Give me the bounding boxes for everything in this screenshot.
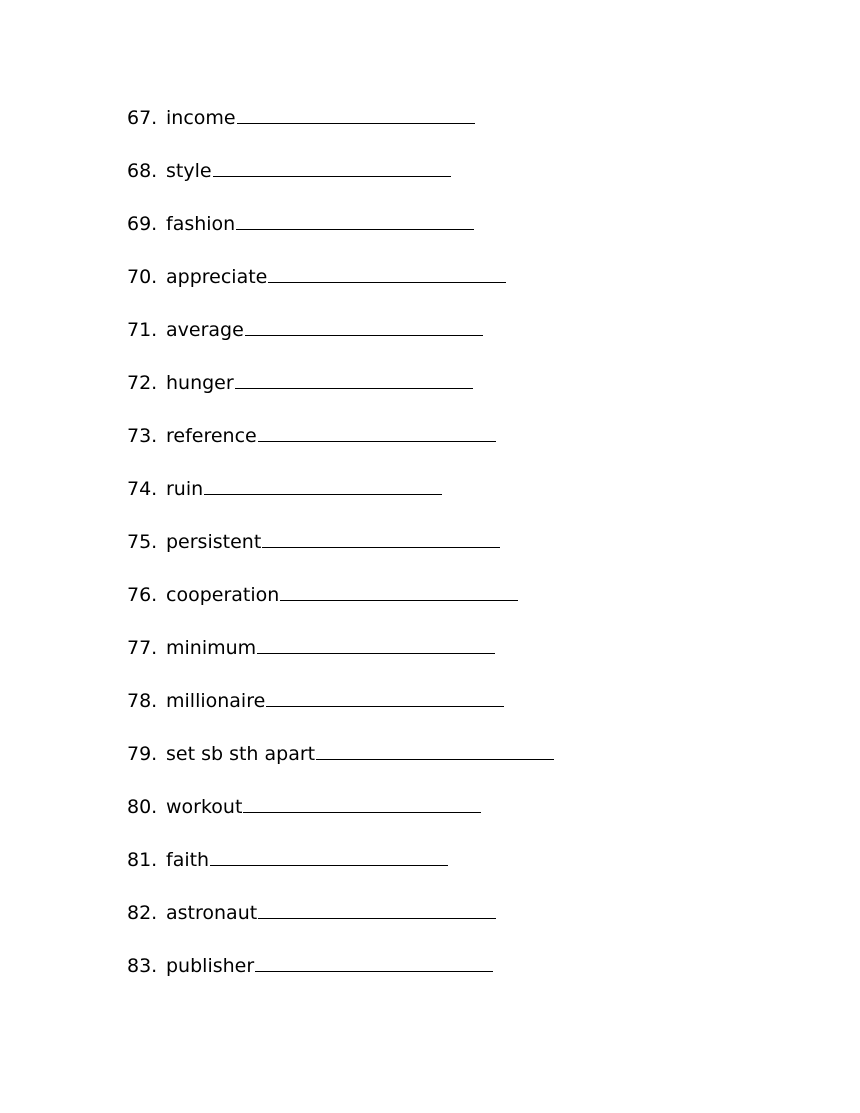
- answer-blank[interactable]: [258, 423, 496, 442]
- item-word: persistent: [166, 531, 262, 553]
- answer-blank[interactable]: [268, 264, 506, 283]
- list-item: [127, 581, 554, 634]
- item-number: 71.: [127, 319, 158, 341]
- answer-blank[interactable]: [236, 211, 474, 230]
- list-item: [127, 369, 554, 422]
- list-item: [127, 846, 554, 899]
- item-word: faith: [166, 849, 210, 871]
- list-item: [127, 687, 554, 740]
- list-item: [127, 740, 554, 793]
- item-word: income: [166, 107, 236, 129]
- item-word: appreciate: [166, 266, 268, 288]
- list-item: [127, 475, 554, 528]
- item-word: millionaire: [166, 690, 266, 712]
- answer-blank[interactable]: [213, 158, 451, 177]
- answer-blank[interactable]: [280, 582, 518, 601]
- item-number: 82.: [127, 902, 158, 924]
- item-word: workout: [166, 796, 243, 818]
- item-number: 69.: [127, 213, 158, 235]
- item-word: set sb sth apart: [166, 743, 316, 765]
- item-word: hunger: [166, 372, 234, 394]
- answer-blank[interactable]: [258, 900, 496, 919]
- item-word: average: [166, 319, 244, 341]
- item-word: cooperation: [166, 584, 280, 606]
- list-item: [127, 422, 554, 475]
- item-word: minimum: [166, 637, 257, 659]
- item-word: publisher: [166, 955, 255, 977]
- item-number: 76.: [127, 584, 158, 606]
- item-number: 78.: [127, 690, 158, 712]
- answer-blank[interactable]: [243, 794, 481, 813]
- item-number: 75.: [127, 531, 158, 553]
- item-number: 73.: [127, 425, 158, 447]
- list-item: [127, 952, 554, 1005]
- item-word: reference: [166, 425, 257, 447]
- answer-blank[interactable]: [255, 953, 493, 972]
- item-number: 81.: [127, 849, 158, 871]
- list-item: [127, 316, 554, 369]
- item-word: astronaut: [166, 902, 258, 924]
- answer-blank[interactable]: [210, 847, 448, 866]
- item-number: 80.: [127, 796, 158, 818]
- list-item: [127, 104, 554, 157]
- item-number: 72.: [127, 372, 158, 394]
- vocabulary-list: [127, 104, 554, 1005]
- list-item: [127, 210, 554, 263]
- item-word: fashion: [166, 213, 236, 235]
- list-item: [127, 899, 554, 952]
- item-number: 70.: [127, 266, 158, 288]
- answer-blank[interactable]: [237, 105, 475, 124]
- answer-blank[interactable]: [235, 370, 473, 389]
- answer-blank[interactable]: [257, 635, 495, 654]
- item-number: 67.: [127, 107, 158, 129]
- answer-blank[interactable]: [266, 688, 504, 707]
- answer-blank[interactable]: [262, 529, 500, 548]
- item-number: 79.: [127, 743, 158, 765]
- item-number: 83.: [127, 955, 158, 977]
- item-word: style: [166, 160, 212, 182]
- item-number: 74.: [127, 478, 158, 500]
- item-word: ruin: [166, 478, 204, 500]
- list-item: [127, 157, 554, 210]
- item-number: 77.: [127, 637, 158, 659]
- list-item: [127, 528, 554, 581]
- list-item: [127, 793, 554, 846]
- answer-blank[interactable]: [245, 317, 483, 336]
- item-number: 68.: [127, 160, 158, 182]
- answer-blank[interactable]: [316, 741, 554, 760]
- list-item: [127, 263, 554, 316]
- list-item: [127, 634, 554, 687]
- answer-blank[interactable]: [204, 476, 442, 495]
